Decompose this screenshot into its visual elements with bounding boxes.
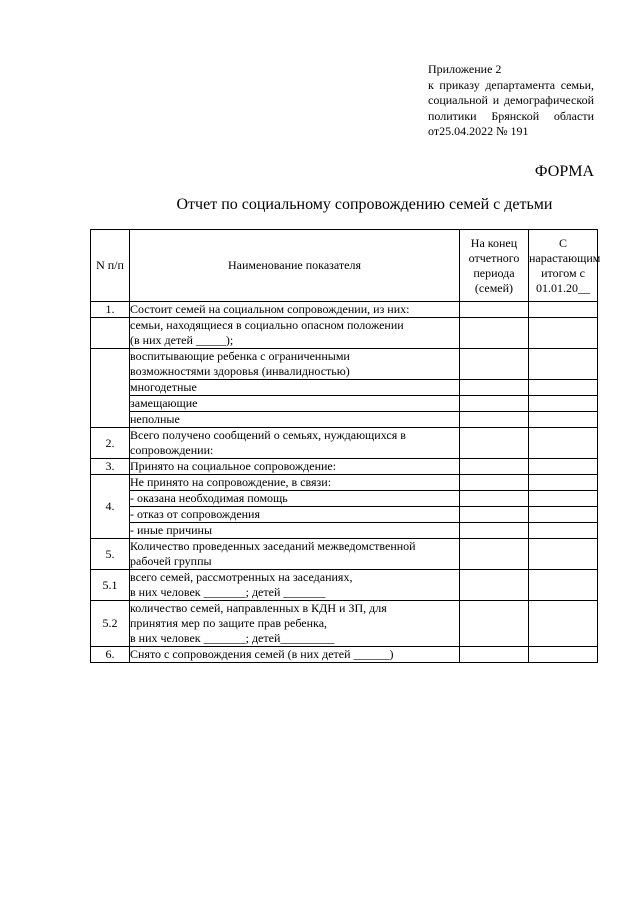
indicator-name [130, 491, 460, 507]
indicator-text: замещающие [130, 396, 198, 410]
approval-line: от25.04.2022 № 191 [428, 124, 529, 138]
indicator-text: всего семей, рассмотренных на заседаниях, в них человек _______; детей _______ [130, 570, 353, 599]
indicator-text: воспитывающие ребенка с ограниченными возможностями здоровья (инвалидностью) [130, 349, 350, 378]
value-period-end[interactable] [460, 318, 529, 349]
row-number: 5.1 [91, 570, 130, 601]
row-number: 6. [91, 647, 130, 663]
row-number: 3. [91, 459, 130, 475]
table-row [91, 475, 598, 491]
value-period-end[interactable] [460, 523, 529, 539]
approval-line: социальной и демографической [428, 93, 594, 107]
indicator-text: многодетные [130, 380, 197, 394]
table-header-row [91, 230, 598, 302]
value-period-end[interactable] [460, 349, 529, 380]
indicator-name [130, 412, 460, 428]
row-number: 5. [91, 539, 130, 570]
value-period-end[interactable] [460, 507, 529, 523]
indicator-name [130, 475, 460, 491]
value-period-end[interactable] [460, 539, 529, 570]
value-cumulative[interactable] [529, 507, 598, 523]
value-period-end[interactable] [460, 601, 529, 647]
approval-block [428, 62, 594, 140]
indicator-text: Состоит семей на социальном сопровождении, из них: [130, 302, 410, 316]
approval-line: Приложение 2 [428, 62, 502, 76]
table-row [91, 349, 598, 380]
indicator-text: - иные причины [130, 523, 213, 537]
indicator-text: Всего получено сообщений о семьях, нуждающихся в сопровождении: [130, 428, 406, 457]
report-table [90, 229, 601, 663]
table-row [91, 647, 598, 663]
value-cumulative[interactable] [529, 318, 598, 349]
value-period-end[interactable] [460, 647, 529, 663]
table-row [91, 302, 598, 318]
row-number: 4. [91, 475, 130, 539]
value-cumulative[interactable] [529, 302, 598, 318]
value-cumulative[interactable] [529, 428, 598, 459]
row-number: 1. [91, 302, 130, 318]
indicator-name [130, 523, 460, 539]
value-cumulative[interactable] [529, 523, 598, 539]
indicator-name [130, 507, 460, 523]
table-row [91, 491, 598, 507]
table-row [91, 318, 598, 349]
table-row [91, 380, 598, 396]
header-name: Наименование показателя [130, 230, 460, 302]
value-period-end[interactable] [460, 412, 529, 428]
indicator-name [130, 380, 460, 396]
row-number: 5.2 [91, 601, 130, 647]
indicator-name [130, 539, 460, 570]
indicator-text: семьи, находящиеся в социально опасном положении (в них детей _____); [130, 318, 404, 347]
header-num: N п/п [91, 230, 130, 302]
value-cumulative[interactable] [529, 349, 598, 380]
form-label: ФОРМА [534, 163, 594, 180]
value-cumulative[interactable] [529, 475, 598, 491]
indicator-name [130, 349, 460, 380]
value-cumulative[interactable] [529, 459, 598, 475]
value-period-end[interactable] [460, 459, 529, 475]
header-cumulative: С нарастающим итогом с 01.01.20__ [529, 230, 598, 302]
row-number [91, 318, 130, 349]
approval-line: к приказу департамента семьи, [428, 77, 594, 92]
indicator-text: неполные [130, 412, 180, 426]
indicator-name [130, 601, 460, 647]
table-row [91, 412, 598, 428]
table-row [91, 539, 598, 570]
value-period-end[interactable] [460, 428, 529, 459]
indicator-text: - оказана необходимая помощь [130, 491, 288, 505]
table-row [91, 396, 598, 412]
table-row [91, 523, 598, 539]
value-cumulative[interactable] [529, 539, 598, 570]
table-row [91, 601, 598, 647]
value-cumulative[interactable] [529, 570, 598, 601]
value-cumulative[interactable] [529, 396, 598, 412]
table-row [91, 570, 598, 601]
value-period-end[interactable] [460, 396, 529, 412]
indicator-text: Количество проведенных заседаний межведомственной рабочей группы [130, 539, 416, 568]
table-row [91, 428, 598, 459]
indicator-text: количество семей, направленных в КДН и ЗП, для принятия мер по защите прав ребенка, в них человек _______; детей_________ [130, 601, 387, 645]
value-period-end[interactable] [460, 475, 529, 491]
value-period-end[interactable] [460, 491, 529, 507]
value-cumulative[interactable] [529, 491, 598, 507]
indicator-text: Не принято на сопровождение, в связи: [130, 475, 332, 489]
value-period-end[interactable] [460, 302, 529, 318]
indicator-name [130, 396, 460, 412]
indicator-name [130, 459, 460, 475]
approval-line: политики Брянской области [428, 108, 594, 123]
value-period-end[interactable] [460, 380, 529, 396]
value-cumulative[interactable] [529, 380, 598, 396]
table-row [91, 507, 598, 523]
value-cumulative[interactable] [529, 601, 598, 647]
report-title: Отчет по социальному сопровождению семей с детьми [176, 196, 553, 213]
indicator-text: Снято с сопровождения семей (в них детей ______) [130, 647, 394, 661]
indicator-text: Принято на социальное сопровождение: [130, 459, 337, 473]
row-number: 2. [91, 428, 130, 459]
indicator-name [130, 302, 460, 318]
header-period-end: На конец отчетного периода (семей) [460, 230, 529, 302]
value-cumulative[interactable] [529, 647, 598, 663]
indicator-name [130, 647, 460, 663]
indicator-text: - отказ от сопровождения [130, 507, 261, 521]
indicator-name [130, 428, 460, 459]
indicator-name [130, 318, 460, 349]
value-period-end[interactable] [460, 570, 529, 601]
row-number [91, 349, 130, 428]
table-row [91, 459, 598, 475]
indicator-name [130, 570, 460, 601]
value-cumulative[interactable] [529, 412, 598, 428]
